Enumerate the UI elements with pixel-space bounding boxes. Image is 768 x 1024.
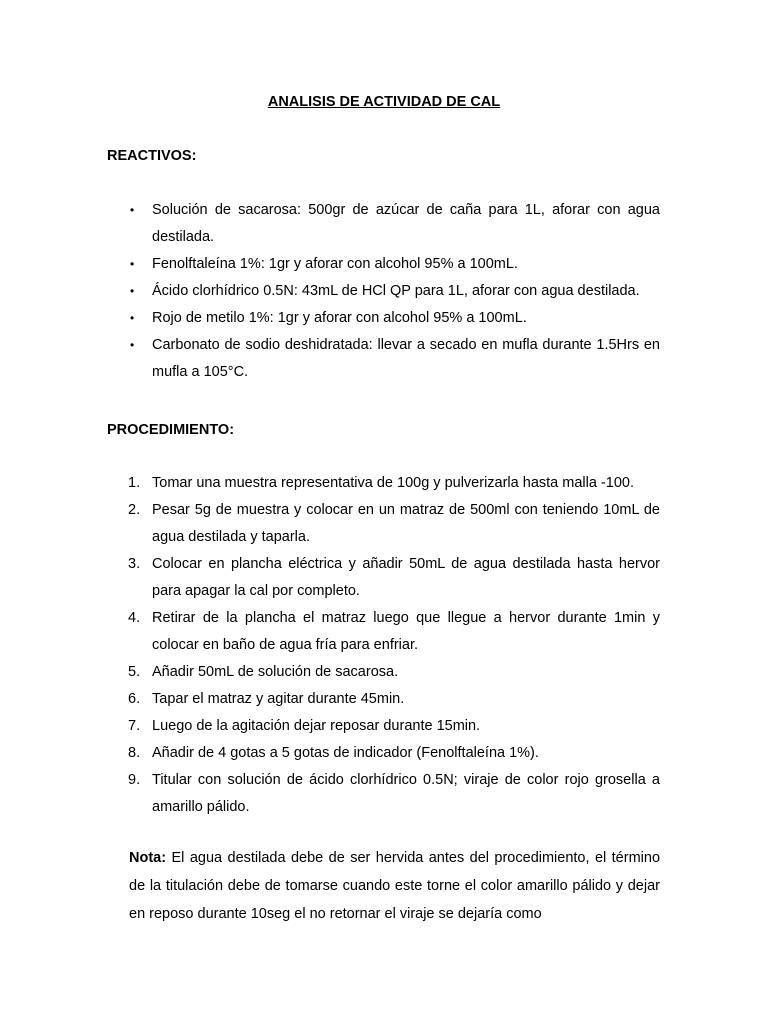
step-number: 4. <box>128 610 141 626</box>
step-text: Retirar de la plancha el matraz luego que llegue a hervor durante 1min y colocar en baño de agua fría para enfriar. <box>152 610 660 653</box>
step-text: Luego de la agitación dejar reposar durante 15min. <box>152 718 481 734</box>
reactivo-text: Ácido clorhídrico 0.5N: 43mL de HCl QP para 1L, aforar con agua destilada. <box>152 283 640 299</box>
reactivo-item <box>128 305 660 332</box>
reactivo-item <box>128 332 660 386</box>
bullet-icon: • <box>130 311 135 325</box>
reactivo-item <box>128 197 660 251</box>
step-number: 7. <box>128 718 141 734</box>
reactivo-text: Carbonato de sodio deshidratada: llevar a secado en mufla durante 1.5Hrs en mufla a 105°C. <box>152 337 660 380</box>
nota-label: Nota: <box>129 850 167 866</box>
step-number: 5. <box>128 664 141 680</box>
step-number: 2. <box>128 502 141 518</box>
step-text: Tapar el matraz y agitar durante 45min. <box>152 691 405 707</box>
step-text: Añadir 50mL de solución de sacarosa. <box>152 664 399 680</box>
reactivos-list <box>128 197 660 386</box>
step-text: Titular con solución de ácido clorhídrico 0.5N; viraje de color rojo grosella a amarillo pálido. <box>152 772 660 815</box>
step-text: Añadir de 4 gotas a 5 gotas de indicador (Fenolftaleína 1%). <box>152 745 539 761</box>
procedimiento-step <box>128 740 660 767</box>
bullet-icon: • <box>130 338 135 352</box>
step-number: 6. <box>128 691 141 707</box>
reactivos-heading: REACTIVOS: <box>107 148 197 164</box>
bullet-icon: • <box>130 284 135 298</box>
procedimiento-step <box>128 686 660 713</box>
procedimiento-step <box>128 497 660 551</box>
document-title: ANALISIS DE ACTIVIDAD DE CAL <box>267 94 501 110</box>
reactivo-text: Rojo de metilo 1%: 1gr y aforar con alcohol 95% a 100mL. <box>152 310 527 326</box>
procedimiento-step <box>128 713 660 740</box>
bullet-icon: • <box>130 203 135 217</box>
step-number: 9. <box>128 772 141 788</box>
step-text: Pesar 5g de muestra y colocar en un matraz de 500ml con teniendo 10mL de agua destilada y taparla. <box>152 502 660 545</box>
procedimiento-heading: PROCEDIMIENTO: <box>107 422 235 438</box>
reactivo-text: Solución de sacarosa: 500gr de azúcar de caña para 1L, aforar con agua destilada. <box>152 202 660 245</box>
procedimiento-step <box>128 470 660 497</box>
step-number: 8. <box>128 745 141 761</box>
procedimiento-step <box>128 605 660 659</box>
reactivo-text: Fenolftaleína 1%: 1gr y aforar con alcohol 95% a 100mL. <box>152 256 518 272</box>
step-number: 3. <box>128 556 141 572</box>
nota-text: El agua destilada debe de ser hervida antes del procedimiento, el término de la titulación debe de tomarse cuando este torne el color amarillo pálido y dejar en reposo durante 10seg el no retornar el viraje se dejaría como <box>129 850 661 922</box>
reactivo-item <box>128 251 660 278</box>
nota-paragraph <box>129 844 660 928</box>
procedimiento-step <box>128 659 660 686</box>
step-text: Colocar en plancha eléctrica y añadir 50mL de agua destilada hasta hervor para apagar la cal por completo. <box>152 556 660 599</box>
step-number: 1. <box>128 475 141 491</box>
procedimiento-step <box>128 767 660 821</box>
procedimiento-list <box>128 470 660 821</box>
procedimiento-step <box>128 551 660 605</box>
bullet-icon: • <box>130 257 135 271</box>
reactivo-item <box>128 278 660 305</box>
step-text: Tomar una muestra representativa de 100g y pulverizarla hasta malla -100. <box>152 475 634 491</box>
